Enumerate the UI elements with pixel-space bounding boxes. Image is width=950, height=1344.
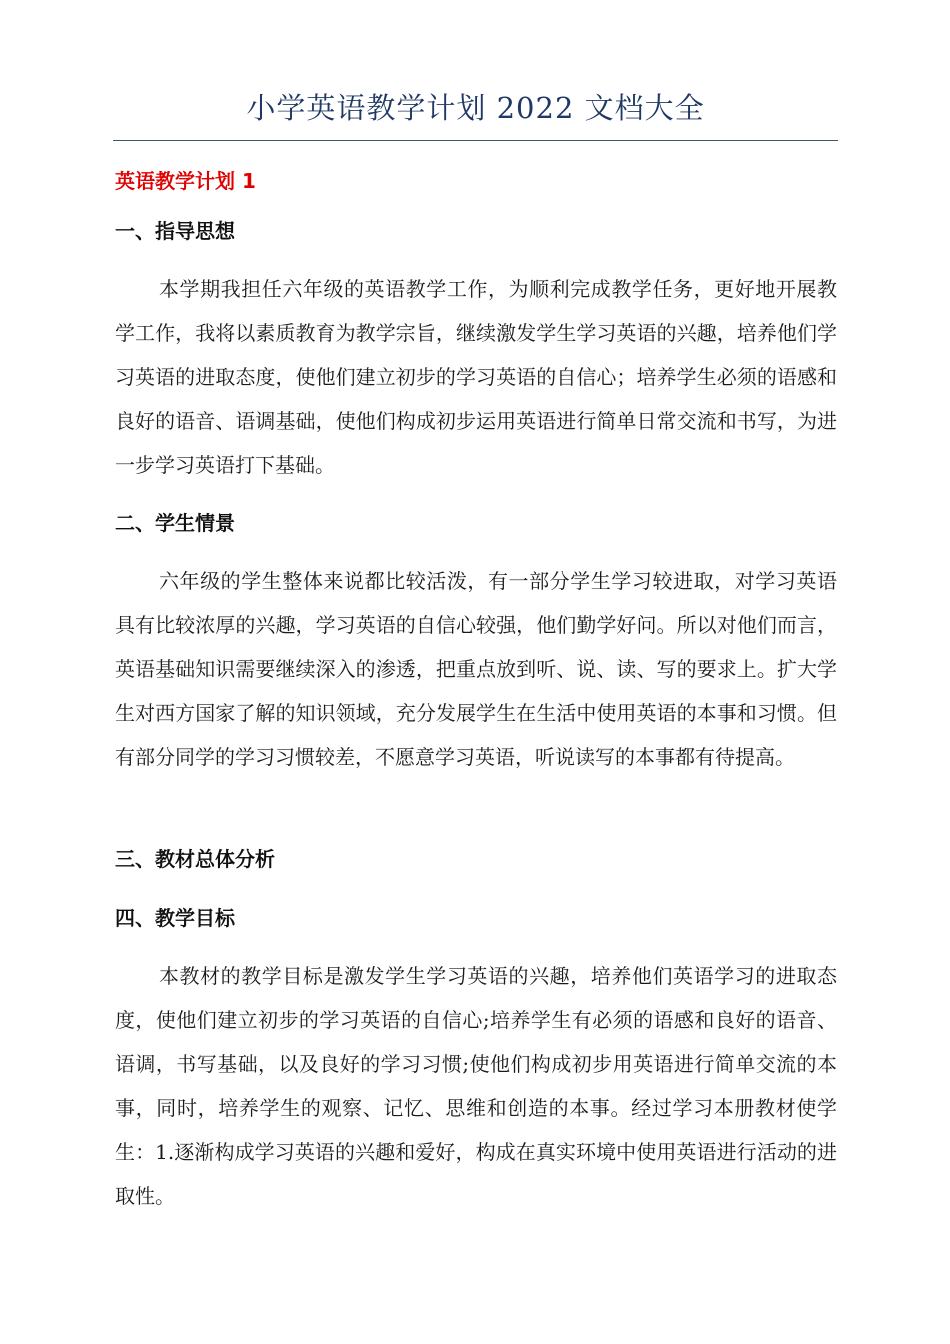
- title-divider: [113, 140, 838, 141]
- section-heading-textbook-analysis: 三、教材总体分析: [115, 847, 275, 871]
- section-heading-teaching-goals: 四、教学目标: [115, 906, 235, 930]
- section-heading-student-situation: 二、学生情景: [115, 511, 235, 535]
- section-heading-guiding-ideology: 一、指导思想: [115, 219, 235, 243]
- document-title: 小学英语教学计划 2022 文档大全: [246, 91, 705, 125]
- paragraph-student-situation: 六年级的学生整体来说都比较活泼，有一部分学生学习较进取，对学习英语具有比较浓厚的兴趣，学习英语的自信心较强，他们勤学好问。所以对他们而言，英语基础知识需要继续深入的渗透，把重点放到听、说、读、写的要求上。扩大学生对西方国家了解的知识领域，充分发展学生在生活中使用英语的本事和习惯。但有部分同学的学习习惯较差，不愿意学习英语，听说读写的本事都有待提高。: [115, 569, 837, 769]
- plan-heading: 英语教学计划 1: [115, 169, 256, 193]
- paragraph-teaching-goals: 本教材的教学目标是激发学生学习英语的兴趣，培养他们英语学习的进取态度，使他们建立初步的学习英语的自信心;培养学生有必须的语感和良好的语音、语调，书写基础，以及良好的学习习惯;使他们构成初步用英语进行简单交流的本事，同时，培养学生的观察、记忆、思维和创造的本事。经过学习本册教材使学生：1.逐渐构成学习英语的兴趣和爱好，构成在真实环境中使用英语进行活动的进取性。: [115, 964, 837, 1208]
- paragraph-guiding-ideology: 本学期我担任六年级的英语教学工作，为顺利完成教学任务，更好地开展教学工作，我将以素质教育为教学宗旨，继续激发学生学习英语的兴趣，培养他们学习英语的进取态度，使他们建立初步的学习英语的自信心；培养学生必须的语感和良好的语音、语调基础，使他们构成初步运用英语进行简单日常交流和书写，为进一步学习英语打下基础。: [115, 277, 837, 477]
